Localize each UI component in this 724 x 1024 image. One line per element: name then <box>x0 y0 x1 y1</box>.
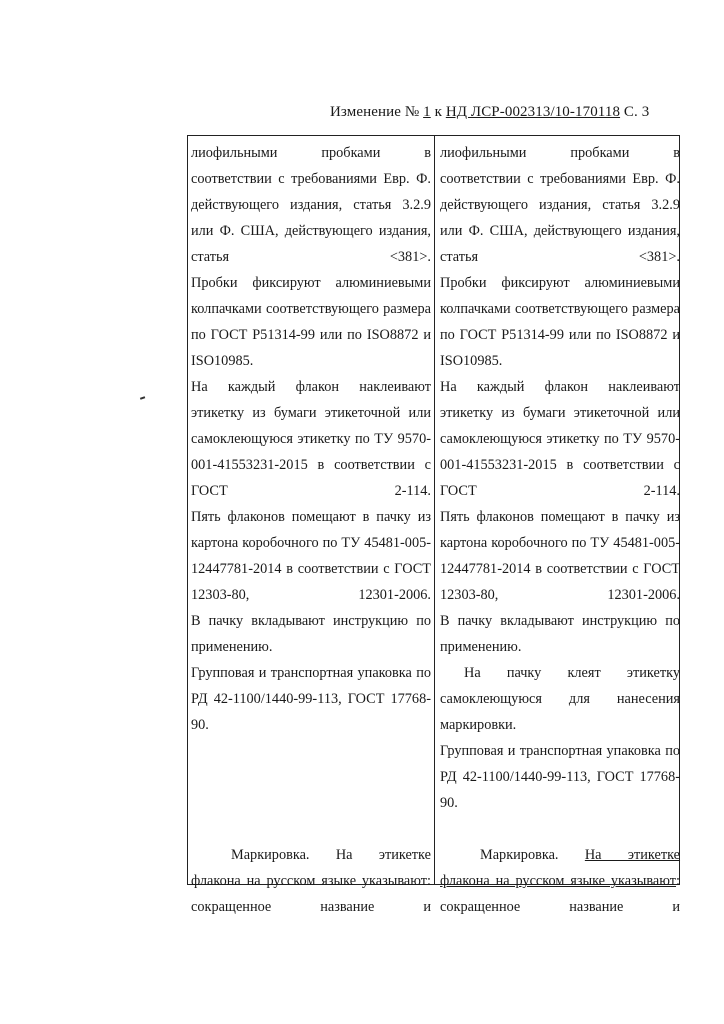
page-number: 3 <box>641 104 650 120</box>
paragraph-group-packaging: Групповая и транспортная упаковка по РД 42-1100/1440-99-113, ГОСТ 17768-90. <box>440 743 680 811</box>
page-label: С. <box>620 104 642 120</box>
marking-start: Маркировка. <box>480 847 585 863</box>
paragraph-new-label: На пачку клеят этикетку самоклеющуюся для нанесения маркировки. <box>440 665 680 733</box>
page-header <box>330 104 680 121</box>
header-prefix: Изменение № <box>330 104 424 120</box>
paragraph-label: На каждый флакон наклеивают этикетку из бумаги этикеточной или самоклеющуюся этикетку по ТУ 9570-001-41553231-2015 в соответствии с ГОСТ 2-114. <box>440 379 680 499</box>
paragraph-pack: Пять флаконов помещают в пачку из картона коробочного по ТУ 45481-005-12447781-2014 в соответствии с ГОСТ 12303-80, 12301-2006. <box>191 509 431 603</box>
new-text-column <box>440 140 680 920</box>
paragraph-marking: Маркировка. На этикетке флакона на русском языке указывают: сокращенное название и <box>191 847 431 915</box>
marking-underlined: На этикетке флакона на русском языке указывают <box>440 847 681 889</box>
header-mid: к <box>430 104 446 120</box>
paragraph-caps: Пробки фиксируют алюминиевыми колпачками соответствующего размера по ГОСТ Р51314-99 или по ISO8872 и ISO10985. <box>440 275 680 369</box>
change-number: 1 <box>423 104 431 120</box>
paragraph-group-packaging: Групповая и транспортная упаковка по РД 42-1100/1440-99-113, ГОСТ 17768-90. <box>191 665 431 733</box>
column-divider <box>434 136 435 884</box>
paragraph-caps: Пробки фиксируют алюминиевыми колпачками соответствующего размера по ГОСТ Р51314-99 или по ISO8872 и ISO10985. <box>191 275 431 369</box>
comparison-table <box>187 135 681 915</box>
paragraph-marking <box>440 842 680 920</box>
paragraph-stoppers: лиофильными пробками в соответствии с требованиями Евр. Ф. действующего издания, статья 3.2.9 или Ф. США, действующего издания, статья <381>. <box>191 145 431 265</box>
old-text-column <box>191 140 431 920</box>
paragraph-pack: Пять флаконов помещают в пачку из картона коробочного по ТУ 45481-005-12447781-2014 в соответствии с ГОСТ 12303-80, 12301-2006. <box>440 509 680 603</box>
paragraph-instruction: В пачку вкладывают инструкцию по применению. <box>440 613 680 655</box>
scan-speck <box>140 396 145 399</box>
paragraph-instruction: В пачку вкладывают инструкцию по применению. <box>191 613 431 655</box>
marking-end: : сокращенное название и <box>440 873 680 915</box>
paragraph-stoppers: лиофильными пробками в соответствии с требованиями Евр. Ф. действующего издания, статья 3.2.9 или Ф. США, действующего издания, статья <381>. <box>440 145 680 265</box>
document-reference: НД ЛСР-002313/10-170118 <box>445 104 621 120</box>
paragraph-label: На каждый флакон наклеивают этикетку из бумаги этикеточной или самоклеющуюся этикетку по ТУ 9570-001-41553231-2015 в соответствии с ГОСТ 2-114. <box>191 379 431 499</box>
